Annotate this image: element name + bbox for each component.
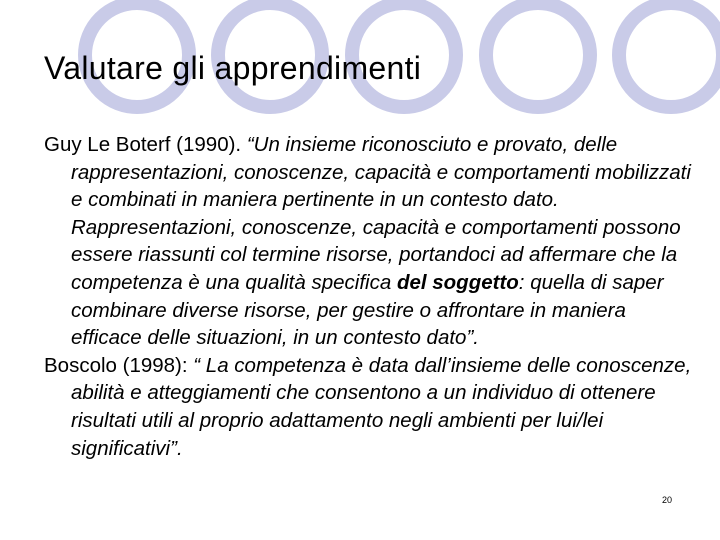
page-title: Valutare gli apprendimenti [44, 50, 422, 86]
page-number: 20 [662, 495, 673, 505]
quote-text-continued: : quella di saper combinare diverse risorse, per gestire o affrontare in maniera efficace delle situazioni, in un contesto dato”. [71, 270, 664, 350]
decor-circle [619, 3, 720, 107]
author-reference: Guy Le Boterf (1990). [44, 133, 247, 156]
decor-circle [486, 3, 590, 107]
quote-emphasis: del soggetto [396, 270, 519, 294]
body-text [44, 131, 692, 462]
paragraph-boscolo [44, 352, 692, 462]
quote-text: “Un insieme riconosciuto e provato, delle rappresentazioni, conoscenze, capacità e comportamenti mobilizzati e combinati in maniera pertinente in un contesto dato. Rappresentazioni, conoscenze, capacità e comportamenti possono essere riassunti col termine risorse, portandoci ad affermare che la competenza è una qualità specifica [71, 133, 691, 294]
author-reference: Boscolo (1998): [44, 353, 194, 377]
quote-text: “ La competenza è data dall’insieme delle conoscenze, abilità e atteggiamenti che consentono a un individuo di ottenere risultati utili al proprio adattamento negli ambienti per lui/lei significativi”. [71, 353, 692, 460]
paragraph-le-boterf [44, 131, 692, 352]
